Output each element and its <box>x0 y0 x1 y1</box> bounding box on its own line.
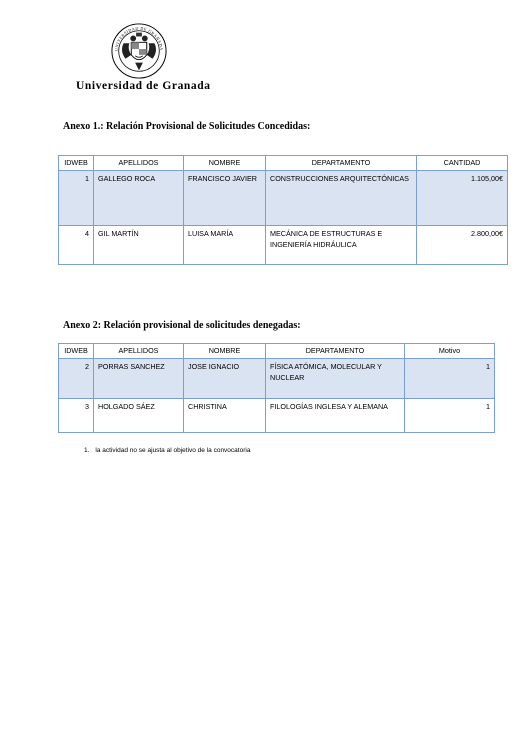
cell-apellidos: PORRAS SANCHEZ <box>94 359 184 399</box>
footnote-text: la actividad no se ajusta al objetivo de la convocatoria <box>95 447 251 454</box>
university-crest-logo <box>110 22 168 80</box>
table-header-row <box>59 156 508 171</box>
table-row <box>59 226 508 265</box>
annex2-title: Anexo 2: Relación provisional de solicitudes denegadas: <box>63 320 301 331</box>
table-row <box>59 399 495 433</box>
cell-nombre: LUISA MARÍA <box>184 226 266 265</box>
cell-idweb: 3 <box>59 399 94 433</box>
cell-departamento: MECÁNICA DE ESTRUCTURAS E INGENIERÍA HIDRÁULICA <box>266 226 417 265</box>
cell-idweb: 1 <box>59 171 94 226</box>
column-header: APELLIDOS <box>94 344 184 359</box>
footnote <box>84 447 256 454</box>
cell-apellidos: HOLGADO SÁEZ <box>94 399 184 433</box>
annex2-table <box>58 343 495 433</box>
cell-cantidad: 2.800,00€ <box>417 226 508 265</box>
column-header: NOMBRE <box>184 344 266 359</box>
crest-text: UNIVERSIDAD DE GRANADA <box>113 25 165 52</box>
annex1-title: Anexo 1.: Relación Provisional de Solicitudes Concedidas: <box>63 121 311 132</box>
cell-idweb: 4 <box>59 226 94 265</box>
cell-nombre: CHRISTINA <box>184 399 266 433</box>
cell-departamento: FÍSICA ATÓMICA, MOLECULAR Y NUCLEAR <box>266 359 405 399</box>
cell-departamento: FILOLOGÍAS INGLESA Y ALEMANA <box>266 399 405 433</box>
annex1-table <box>58 155 508 265</box>
cell-departamento: CONSTRUCCIONES ARQUITECTÓNICAS <box>266 171 417 226</box>
column-header: APELLIDOS <box>94 156 184 171</box>
cell-idweb: 2 <box>59 359 94 399</box>
cell-apellidos: GALLEGO ROCA <box>94 171 184 226</box>
cell-cantidad: 1.105,00€ <box>417 171 508 226</box>
university-name: Universidad de Granada <box>76 80 211 92</box>
cell-nombre: JOSE IGNACIO <box>184 359 266 399</box>
cell-motivo: 1 <box>405 399 495 433</box>
column-header: IDWEB <box>59 156 94 171</box>
table-row <box>59 359 495 399</box>
cell-motivo: 1 <box>405 359 495 399</box>
table-row <box>59 171 508 226</box>
cell-apellidos: GIL MARTÍN <box>94 226 184 265</box>
column-header: Motivo <box>405 344 495 359</box>
cell-nombre: FRANCISCO JAVIER <box>184 171 266 226</box>
column-header: CANTIDAD <box>417 156 508 171</box>
column-header: DEPARTAMENTO <box>266 344 405 359</box>
column-header: NOMBRE <box>184 156 266 171</box>
column-header: IDWEB <box>59 344 94 359</box>
footnote-number: 1. <box>84 447 90 454</box>
table-header-row <box>59 344 495 359</box>
column-header: DEPARTAMENTO <box>266 156 417 171</box>
